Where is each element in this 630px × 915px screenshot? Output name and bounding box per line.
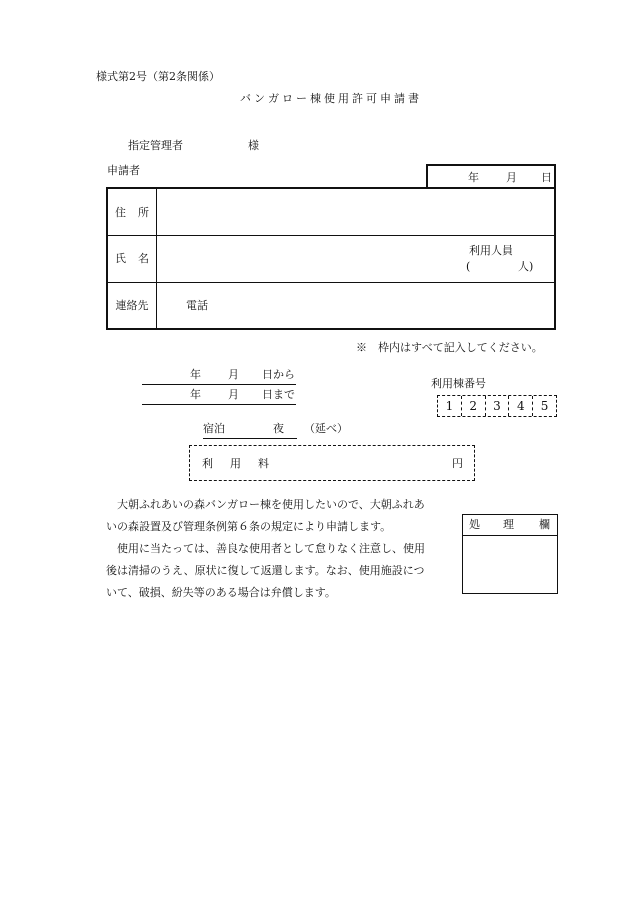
stay-note: （延べ） [304,422,348,435]
period-to-month: 月 [228,388,239,401]
period-from-suffix: 日から [262,368,295,381]
phone-field[interactable] [218,283,554,329]
document-title: バンガロー棟使用許可申請書 [240,92,422,105]
processing-label-char: 理 [503,518,514,531]
users-count-field[interactable]: ( 人) [466,260,534,273]
declaration-line: いて、破損、紛失等のある場合は弁償します。 [106,586,336,599]
processing-header [463,515,557,536]
declaration-line: 使用に当たっては、善良な使用者として怠りなく注意し、使用 [117,542,425,555]
fee-unit: 円 [452,457,463,470]
processing-label-char: 欄 [539,518,550,531]
date-year-label: 年 [468,171,479,184]
applicant-label: 申請者 [107,164,140,177]
unit-checkbox-3[interactable]: 3 [486,396,510,416]
period-from-month: 月 [228,368,239,381]
form-number: 様式第2号（第2条関係） [96,70,220,83]
declaration-line: 後は清掃のうえ、原状に復して返還します。なお、使用施設につ [106,564,425,577]
instruction-note: ※ 枠内はすべて記入してください。 [356,341,543,354]
addressee-label: 指定管理者 [128,139,183,152]
fee-box[interactable] [189,445,475,481]
phone-label: 電話 [186,299,208,312]
contact-label: 連絡先 [115,299,149,312]
processing-box [462,514,558,594]
unit-number-label: 利用棟番号 [431,377,486,390]
name-label: 氏 名 [115,252,149,265]
applicant-table [106,187,556,330]
users-label: 利用人員 [469,244,513,257]
stay-unit: 夜 [273,422,284,435]
address-field[interactable] [157,189,554,235]
declaration-line: いの森設置及び管理条例第６条の規定により申請します。 [106,520,392,533]
unit-checkbox-2[interactable]: 2 [462,396,486,416]
date-day-label: 日 [541,171,552,184]
stay-label: 宿泊 [203,422,225,435]
declaration-text [106,494,456,604]
addressee-suffix: 様 [248,139,259,152]
unit-checkbox-1[interactable]: 1 [438,396,462,416]
unit-checkbox-5[interactable]: 5 [540,399,549,413]
fee-label-char: 利 [202,457,213,470]
period-from[interactable] [142,368,296,385]
stay-nights-field[interactable] [203,422,297,439]
declaration-line: 大朝ふれあいの森バンガロー棟を使用したいので、大朝ふれあ [117,498,425,511]
unit-number-boxes [437,395,557,417]
fee-label-char: 用 [230,457,241,470]
fee-label-char: 料 [258,457,269,470]
unit-checkbox-4[interactable]: 4 [509,396,533,416]
address-label: 住 所 [115,206,149,219]
period-to[interactable] [142,388,296,405]
addressee [128,139,259,153]
date-box[interactable] [426,164,556,189]
period-to-year: 年 [190,388,201,401]
name-field[interactable] [157,236,454,282]
processing-label-char: 処 [469,518,480,531]
period-from-year: 年 [190,368,201,381]
date-month-label: 月 [506,171,517,184]
period-to-suffix: 日まで [262,388,295,401]
